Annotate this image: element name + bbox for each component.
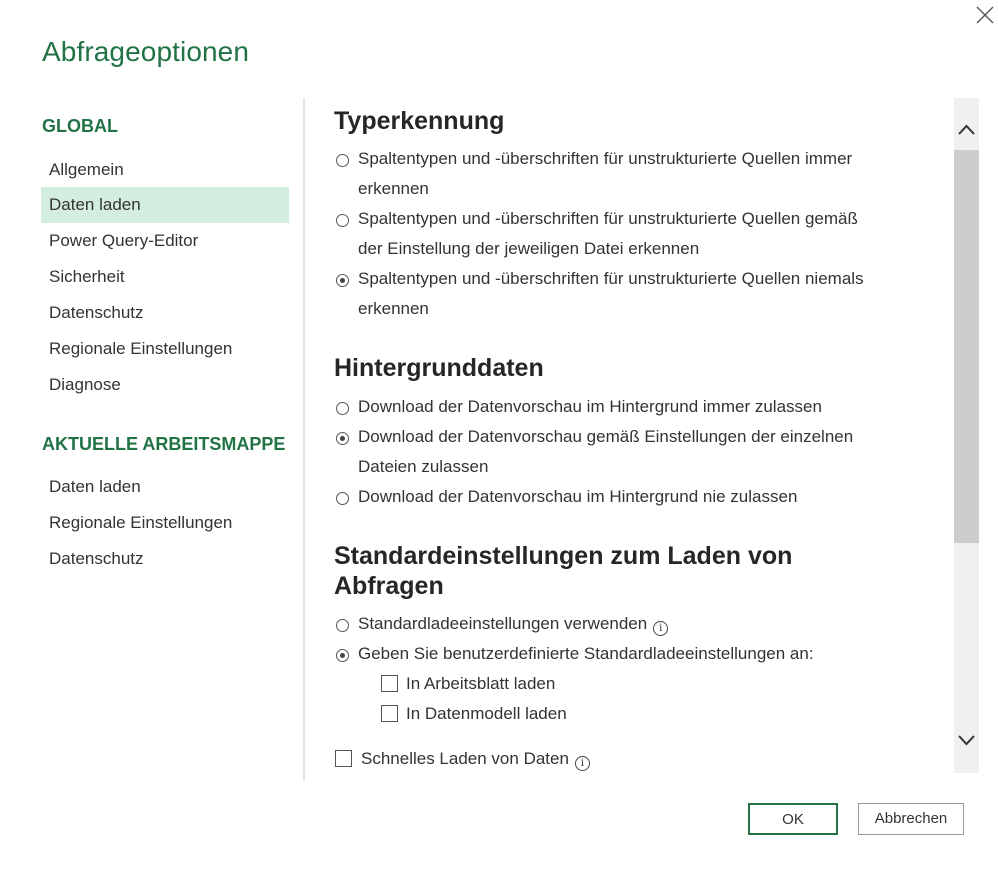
ok-button[interactable]: OK (748, 803, 838, 835)
radio-button[interactable] (336, 402, 349, 415)
radio-button[interactable] (336, 492, 349, 505)
sidebar-item-allgemein[interactable]: Allgemein (49, 160, 124, 179)
scroll-thumb[interactable] (954, 150, 979, 543)
option-label-line2: erkennen (358, 179, 429, 198)
checkbox-label: In Arbeitsblatt laden (406, 674, 556, 693)
sidebar-item-wb-regionale-einstellungen[interactable]: Regionale Einstellungen (49, 513, 233, 532)
option-label-line1: Download der Datenvorschau im Hintergrund immer zulassen (358, 397, 822, 416)
radio-button-selected[interactable] (336, 649, 349, 662)
option-label-line2: der Einstellung der jeweiligen Datei erkennen (358, 239, 700, 258)
option-label-line1: Spaltentypen und -überschriften für unstrukturierte Quellen immer (358, 149, 853, 168)
section-heading-typerkennung: Typerkennung (334, 107, 505, 135)
option-label-line2: erkennen (358, 299, 429, 318)
close-button[interactable] (972, 2, 998, 28)
heading-line2: Abfragen (334, 572, 444, 600)
info-icon[interactable]: i (653, 621, 668, 636)
sidebar-item-wb-datenschutz[interactable]: Datenschutz (49, 549, 144, 568)
checkbox-load-to-data-model[interactable] (381, 705, 398, 722)
section-heading-load-defaults (334, 541, 792, 601)
chevron-down-icon (956, 730, 977, 750)
cancel-button[interactable]: Abbrechen (858, 803, 964, 835)
sidebar-item-diagnose[interactable]: Diagnose (49, 375, 121, 394)
chevron-up-icon (956, 120, 977, 140)
option-label-line1: Download der Datenvorschau im Hintergrund nie zulassen (358, 487, 798, 506)
heading-line1: Standardeinstellungen zum Laden von (334, 542, 793, 570)
options-content (334, 0, 934, 780)
close-icon (972, 2, 998, 28)
radio-button[interactable] (336, 619, 349, 632)
option-label-line1: Download der Datenvorschau gemäß Einstellungen der einzelnen (358, 427, 854, 446)
sidebar-item-daten-laden[interactable]: Daten laden (41, 187, 289, 223)
section-heading-hintergrunddaten: Hintergrunddaten (334, 354, 544, 382)
radio-button-selected[interactable] (336, 274, 349, 287)
scroll-up-button[interactable] (956, 120, 977, 140)
dialog-title: Abfrageoptionen (42, 36, 250, 67)
sidebar-item-regionale-einstellungen[interactable]: Regionale Einstellungen (49, 339, 233, 358)
sidebar-item-datenschutz[interactable]: Datenschutz (49, 303, 144, 322)
radio-button[interactable] (336, 214, 349, 227)
sidebar-item-wb-daten-laden[interactable]: Daten laden (49, 477, 141, 496)
checkbox-label: In Datenmodell laden (406, 704, 567, 723)
sidebar-item-sicherheit[interactable]: Sicherheit (49, 267, 125, 286)
option-label-line1: Spaltentypen und -überschriften für unstrukturierte Quellen niemals (358, 269, 864, 288)
sidebar-divider (303, 98, 305, 780)
option-label-line1: Spaltentypen und -überschriften für unstrukturierte Quellen gemäß (358, 209, 858, 228)
info-icon[interactable]: i (575, 756, 590, 771)
radio-button[interactable] (336, 154, 349, 167)
fast-load-label (361, 749, 590, 771)
options-sidebar (0, 0, 300, 876)
option-label: Standardladeeinstellungen verwenden (358, 614, 648, 633)
checkbox-load-to-worksheet[interactable] (381, 675, 398, 692)
option-label-line2: Dateien zulassen (358, 457, 489, 476)
option-label: Geben Sie benutzerdefinierte Standardladeeinstellungen an: (358, 644, 814, 663)
checkbox-label: Schnelles Laden von Daten (361, 749, 569, 768)
checkbox-fast-load[interactable] (335, 750, 352, 767)
vertical-scrollbar[interactable] (954, 98, 979, 773)
scroll-down-button[interactable] (956, 730, 977, 750)
sidebar-item-power-query-editor[interactable]: Power Query-Editor (49, 231, 199, 250)
radio-button-selected[interactable] (336, 432, 349, 445)
sidebar-heading-global: GLOBAL (42, 116, 118, 136)
sidebar-heading-workbook: AKTUELLE ARBEITSMAPPE (42, 434, 286, 454)
